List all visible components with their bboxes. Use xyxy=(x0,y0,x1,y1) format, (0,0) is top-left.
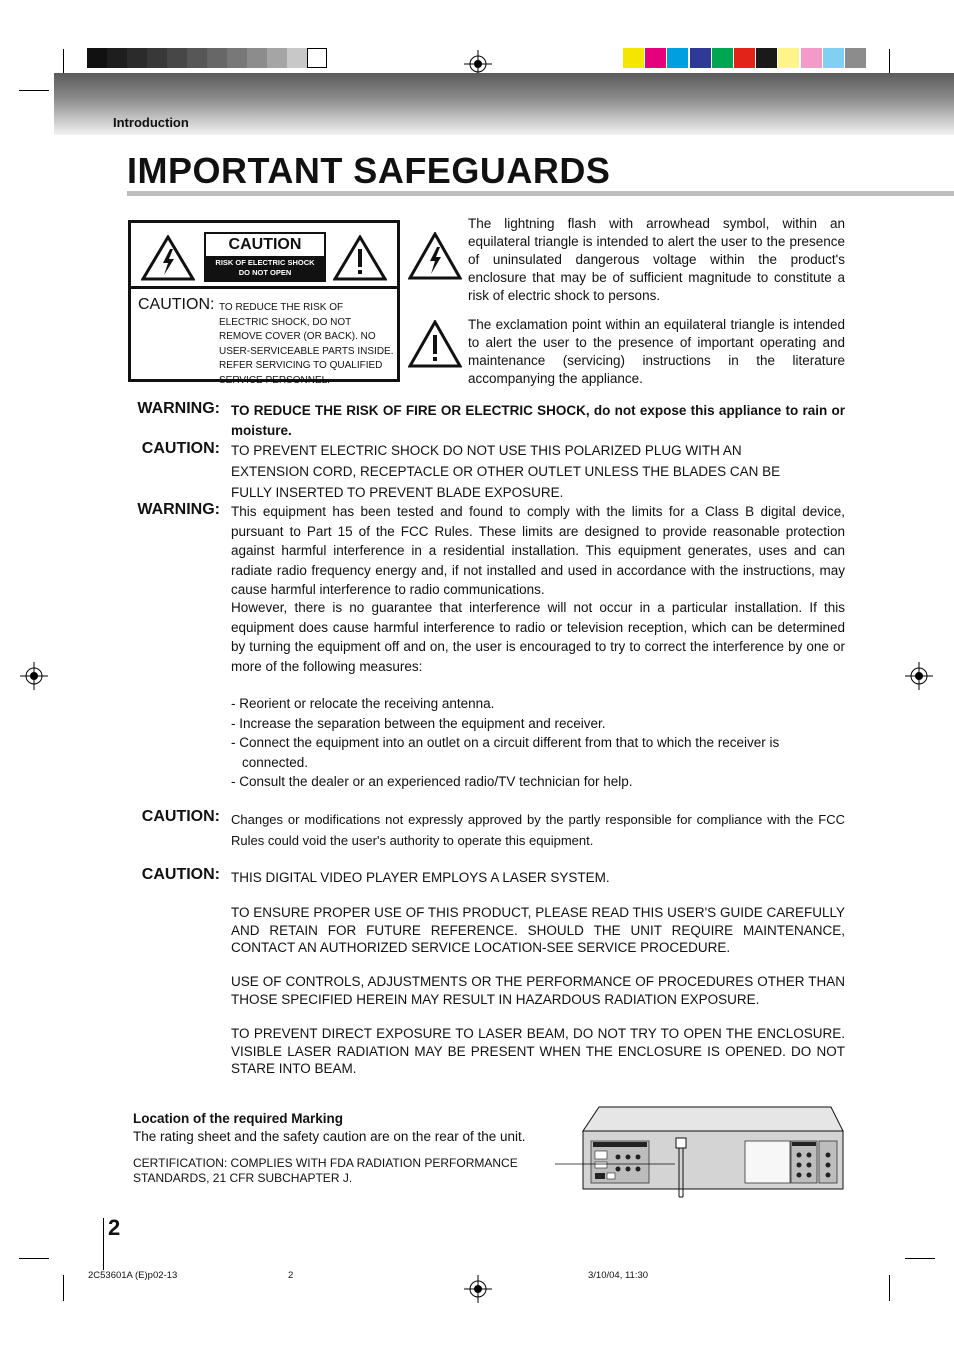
caution-sign xyxy=(204,232,326,282)
color-swatch xyxy=(801,48,822,68)
exclamation-symbol-icon xyxy=(408,320,462,368)
risk-line-2: DO NOT OPEN xyxy=(238,268,292,277)
caution-sign-title: CAUTION xyxy=(228,236,302,253)
list-item: - Connect the equipment into an outlet on a circuit different from that to which the receiver is connected. xyxy=(231,735,780,770)
certification-text: CERTIFICATION: COMPLIES WITH FDA RADIATION PERFORMANCE STANDARDS, 21 CFR SUBCHAPTER J. xyxy=(133,1156,518,1185)
risk-line-1: RISK OF ELECTRIC SHOCK xyxy=(215,258,315,267)
caution-label xyxy=(128,220,400,386)
gray-swatch xyxy=(187,48,207,68)
caution-3-paragraph-2: TO ENSURE PROPER USE OF THIS PRODUCT, PLEASE READ THIS USER'S GUIDE CAREFULLY AND RETAIN FOR FUTURE REFERENCE. SHOULD THE UNIT REQUIRE MAINTENANCE, CONTACT AN AUTHORIZED SERVICE LOCATION-SEE SERVICE PROCEDURE. xyxy=(231,905,845,955)
gray-swatch xyxy=(147,48,167,68)
color-swatch xyxy=(645,48,666,68)
gray-swatch xyxy=(207,48,227,68)
gray-swatch xyxy=(227,48,247,68)
color-swatch xyxy=(623,48,644,68)
exclamation-warning-icon xyxy=(333,235,387,281)
crop-mark xyxy=(889,49,890,75)
caution-2-heading: CAUTION: xyxy=(141,808,220,825)
title-underline xyxy=(127,191,954,196)
registration-mark-icon xyxy=(905,662,933,690)
color-swatch xyxy=(734,48,755,68)
caution-3-paragraph-3: USE OF CONTROLS, ADJUSTMENTS OR THE PERFORMANCE OF PROCEDURES OTHER THAN THOSE SPECIFIED HEREIN MAY RESULT IN HAZARDOUS RADIATION EXPOSURE. xyxy=(231,974,845,1007)
warning-2-paragraph-1: This equipment has been tested and found to comply with the limits for a Class B digital device, pursuant to Part 15 of the FCC Rules. These limits are designed to provide reasonable protection against harmful interference in a residential installation. This equipment generates, uses and can radiate radio frequency energy and, if not installed and used in accordance with the instructions, may cause harmful interference to radio communications. xyxy=(231,504,845,597)
label-divider xyxy=(131,286,397,289)
registration-mark-icon xyxy=(20,662,48,690)
header-band xyxy=(54,73,954,135)
crop-mark xyxy=(889,1275,890,1301)
page-title: IMPORTANT SAFEGUARDS xyxy=(127,150,611,191)
crop-mark xyxy=(19,90,49,91)
interference-measures-list xyxy=(231,694,845,792)
label-caution-word: CAUTION: xyxy=(138,296,215,313)
warning-2-heading: WARNING: xyxy=(137,501,220,518)
marking-location-text: The rating sheet and the safety caution are on the rear of the unit. xyxy=(133,1129,526,1144)
color-swatch xyxy=(690,48,711,68)
color-swatch xyxy=(712,48,733,68)
lightning-symbol-text: The lightning flash with arrowhead symbol, within an equilateral triangle is intended to alert the user to the presence of uninsulated dangerous voltage within the product's enclosure that may be of sufficient magnitude to constitute a risk of electric shock to persons. xyxy=(468,216,845,303)
caution-1-text: TO PREVENT ELECTRIC SHOCK DO NOT USE THIS POLARIZED PLUG WITH AN EXTENSION CORD, RECEPTACLE OR OTHER OUTLET UNLESS THE BLADES CAN BE FULLY INSERTED TO PREVENT BLADE EXPOSURE. xyxy=(231,443,781,500)
list-item: - Reorient or relocate the receiving antenna. xyxy=(231,696,495,711)
caution-1-heading: CAUTION: xyxy=(141,440,220,457)
warning-2-paragraph-2: However, there is no guarantee that interference will not occur in a particular installation. If this equipment does cause harmful interference to radio or television reception, which can be determined by turning the equipment off and on, the user is encouraged to try to correct the interference by one or more of the following measures: xyxy=(231,600,845,674)
page-number: 2 xyxy=(108,1215,121,1240)
caution-3-heading: CAUTION: xyxy=(141,866,220,883)
unit-rear-illustration xyxy=(555,1105,847,1201)
caution-sign-risk xyxy=(206,256,324,280)
gray-swatch xyxy=(307,48,327,68)
gray-swatch xyxy=(107,48,127,68)
gray-swatch xyxy=(127,48,147,68)
lightning-warning-icon xyxy=(141,235,195,281)
color-swatch xyxy=(756,48,777,68)
caution-3-paragraph-4: TO PREVENT DIRECT EXPOSURE TO LASER BEAM, DO NOT TRY TO OPEN THE ENCLOSURE. VISIBLE LASER RADIATION MAY BE PRESENT WHEN THE ENCLOSURE IS OPENED. DO NOT STARE INTO BEAM. xyxy=(231,1026,845,1076)
color-swatch xyxy=(845,48,866,68)
footer-date: 3/10/04, 11:30 xyxy=(588,1270,649,1281)
crop-mark xyxy=(905,1258,935,1259)
section-label: Introduction xyxy=(113,115,189,130)
color-swatch xyxy=(667,48,688,68)
footer-page: 2 xyxy=(288,1270,294,1281)
gray-swatch xyxy=(287,48,307,68)
crop-mark xyxy=(19,1258,49,1259)
caution-2-text: Changes or modifications not expressly approved by the partly responsible for compliance with the FCC Rules could void the user's authority to operate this equipment. xyxy=(231,812,845,848)
crop-mark xyxy=(63,49,64,75)
page-number-rule xyxy=(103,1218,104,1270)
warning-1-heading: WARNING: xyxy=(137,400,220,417)
marking-location-title: Location of the required Marking xyxy=(133,1111,344,1126)
list-item: - Increase the separation between the equipment and receiver. xyxy=(231,715,606,731)
exclamation-symbol-text: The exclamation point within an equilateral triangle is intended to alert the user to the presence of important operating and maintenance (servicing) instructions in the literature accompanying the appliance. xyxy=(468,317,845,386)
footer-file-name: 2C53601A (E)p02-13 xyxy=(88,1270,178,1281)
gray-swatch xyxy=(247,48,267,68)
gray-swatch xyxy=(267,48,287,68)
gray-swatch xyxy=(87,48,107,68)
gray-swatch xyxy=(167,48,187,68)
list-item: - Consult the dealer or an experienced radio/TV technician for help. xyxy=(231,774,633,789)
registration-mark-icon xyxy=(464,1275,492,1303)
warning-1-text: TO REDUCE THE RISK OF FIRE OR ELECTRIC SHOCK, do not expose this appliance to rain or moisture. xyxy=(231,403,845,438)
caution-3-paragraph-1: THIS DIGITAL VIDEO PLAYER EMPLOYS A LASER SYSTEM. xyxy=(231,870,610,885)
label-caution-text: TO REDUCE THE RISK OF ELECTRIC SHOCK, DO NOT REMOVE COVER (OR BACK). NO USER-SERVICEABLE PARTS INSIDE. REFER SERVICING TO QUALIFIED SERVICE PERSONNEL. xyxy=(219,302,394,386)
crop-mark xyxy=(63,1275,64,1301)
lightning-symbol-icon xyxy=(408,232,462,280)
color-swatch xyxy=(823,48,844,68)
color-swatch xyxy=(778,48,799,68)
